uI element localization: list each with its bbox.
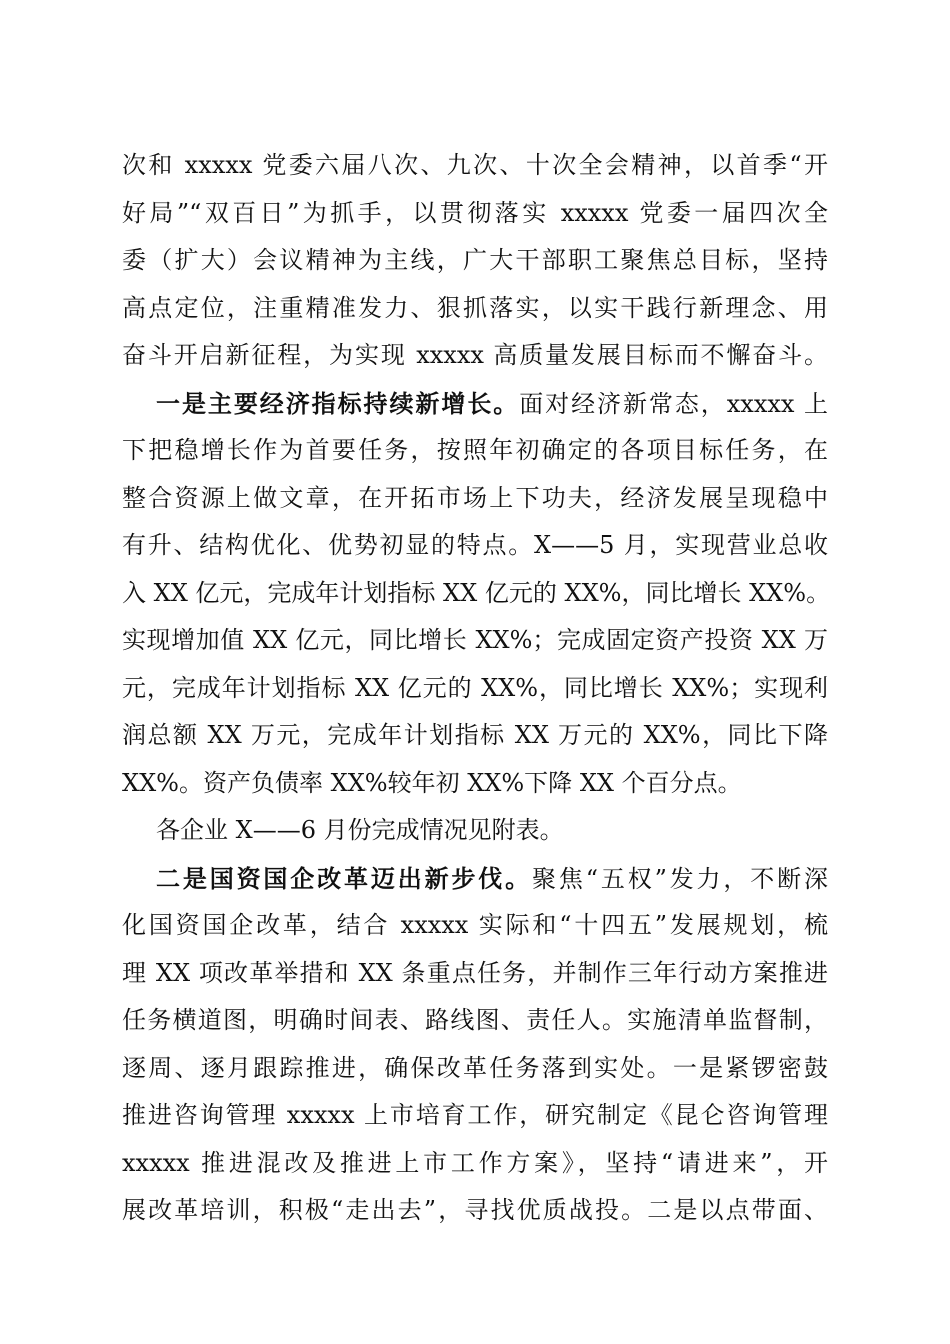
text-line: 委（扩大）会议精神为主线，广大干部职工聚焦总目标，坚持 [122,246,828,274]
text-line: 化国资国企改革，结合 xxxxx 实际和“十四五”发展规划，梳 [122,911,828,939]
paragraph-soe-reform [122,855,828,1235]
text-line: 整合资源上做文章，在开拓市场上下功夫，经济发展呈现稳中 [122,483,828,512]
text-line: 好局”“双百日”为抓手，以贯彻落实 xxxxx 党委一届四次全 [122,198,828,227]
text-line [122,855,828,903]
text-line: 高点定位，注重精准发力、狠抓落实，以实干践行新理念、用 [122,293,828,322]
text-line: 各企业 X——6 月份完成情况见附表。 [156,816,564,844]
text-line: 有升、结构优化、优势初显的特点。X——5 月，实现营业总收 [122,531,828,559]
text-line: 理 XX 项改革举措和 XX 条重点任务，并制作三年行动方案推进 [122,958,828,987]
paragraph-economic-indicators [122,380,831,808]
text-line: 任务横道图，明确时间表、路线图、责任人。实施清单监督制， [122,1006,828,1034]
heading-line-rest: 聚焦“五权”发力，不断深 [532,864,828,893]
text-line: 推进咨询管理 xxxxx 上市培育工作，研究制定《昆仑咨询管理 [122,1101,828,1129]
paragraph-appendix-note [122,807,828,855]
heading-line-rest: 面对经济新常态，xxxxx 上 [519,389,828,418]
text-line: 元，完成年计划指标 XX 亿元的 XX%，同比增长 XX%；实现利 [122,673,828,702]
text-line: 逐周、逐月跟踪推进，确保改革任务落到实处。一是紧锣密鼓 [122,1053,828,1082]
text-line: 入 XX 亿元，完成年计划指标 XX 亿元的 XX%，同比增长 XX%。 [122,578,831,607]
text-line [122,380,828,428]
text-line: 奋斗开启新征程，为实现 xxxxx 高质量发展目标而不懈奋斗。 [122,341,828,369]
text-line: 次和 xxxxx 党委六届八次、九次、十次全会精神，以首季“开 [122,151,828,179]
text-line: 润总额 XX 万元，完成年计划指标 XX 万元的 XX%，同比下降 [122,721,828,749]
text-line: 下把稳增长作为首要任务，按照年初确定的各项目标任务，在 [122,436,828,464]
section-heading: 一是主要经济指标持续新增长。 [156,388,520,418]
text-line: xxxxx 推进混改及推进上市工作方案》，坚持“请进来”，开 [122,1148,828,1177]
document-body [122,142,831,1235]
paragraph-intro-continuation [122,142,828,380]
text-line: XX%。资产负债率 XX%较年初 XX%下降 XX 个百分点。 [122,768,742,797]
text-line: 实现增加值 XX 亿元，同比增长 XX%；完成固定资产投资 XX 万 [122,626,828,654]
section-heading: 二是国资国企改革迈出新步伐。 [156,863,533,893]
text-line: 展改革培训，积极“走出去”，寻找优质战投。二是以点带面、 [122,1196,828,1224]
